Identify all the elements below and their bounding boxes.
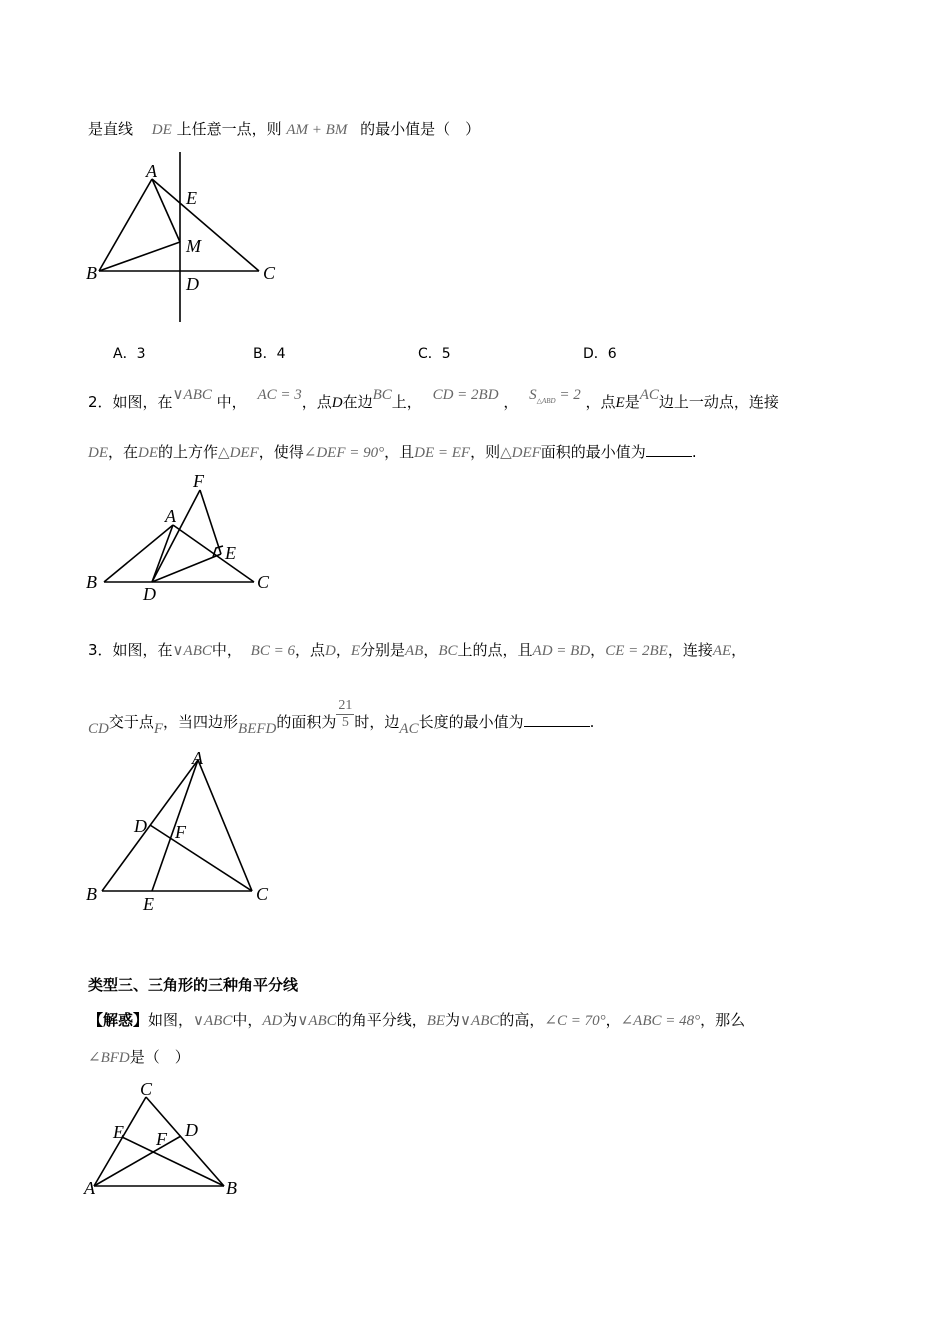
segment-ac: [198, 760, 252, 891]
label-c: C: [140, 1079, 153, 1099]
label-a: A: [84, 1178, 95, 1198]
q2-math: △DEF: [500, 445, 541, 461]
q2-text: 2．如图，在: [88, 393, 173, 411]
q3-math: ∨ABC: [172, 643, 212, 659]
q2-math: DE = EF: [414, 445, 471, 461]
q2-math: AC = 3: [257, 387, 302, 403]
q2-text: 是: [624, 393, 640, 411]
segment-ad: [94, 1136, 181, 1186]
q2-math: CD = 2BD: [432, 387, 499, 403]
q3-math: AB: [405, 643, 424, 659]
q2-text: ，点: [585, 393, 616, 411]
q3-math: F: [153, 721, 164, 737]
label-d: D: [185, 1120, 198, 1140]
q2-text: 在边: [342, 393, 373, 411]
q3-stem-line1: [88, 640, 746, 661]
q3-math: AE: [712, 643, 732, 659]
label-e: E: [186, 188, 197, 208]
section-math: ∨ABC: [297, 1013, 337, 1029]
q1-text: 的最小值是（ ）: [360, 120, 481, 138]
q3-text: 长度的最小值为: [418, 713, 524, 731]
q1-text: 是直线: [88, 120, 134, 138]
label-b: B: [86, 572, 97, 592]
label-b: B: [86, 263, 97, 283]
section-text: 中，: [232, 1011, 263, 1029]
q2-text: ，则: [470, 443, 501, 461]
q3-math: E: [350, 643, 360, 659]
q2-figure: [80, 468, 290, 608]
q3-text: ，: [335, 641, 351, 659]
section-stem-line1: [88, 1010, 745, 1031]
choice-c[interactable]: C．5: [418, 346, 451, 362]
q1-math-de: DE: [151, 122, 172, 138]
q3-figure: [80, 748, 290, 918]
q3-text: 交于点: [108, 713, 154, 731]
q2-math: E: [615, 395, 625, 411]
q2-math: ∨ABC: [172, 387, 212, 403]
section-stem-line2: [88, 1047, 190, 1068]
label-e: E: [143, 894, 154, 914]
q2-text: 边上一动点，连接: [658, 393, 779, 411]
label-f: F: [156, 1129, 167, 1149]
fraction-21-5: [336, 698, 354, 731]
segment-bm: [99, 242, 180, 271]
q2-text: 面积的最小值为: [540, 443, 646, 461]
section-figure: [80, 1075, 260, 1205]
q3-math: CE = 2BE: [605, 643, 668, 659]
section-text: 如图，: [148, 1011, 194, 1029]
q2-math: △ABD: [536, 397, 556, 405]
section-math: ∨ABC: [193, 1013, 233, 1029]
q1-text: 上任意一点，则: [176, 120, 282, 138]
label-c: C: [257, 572, 270, 592]
q1-figure: [80, 148, 290, 328]
label-b: B: [226, 1178, 237, 1198]
label-m: M: [186, 236, 201, 256]
section-math: ∠ABC = 48°: [620, 1013, 701, 1029]
segment-cd: [150, 825, 252, 891]
label-d: D: [186, 274, 199, 294]
label-c: C: [256, 884, 269, 904]
choice-a[interactable]: A．3: [113, 346, 146, 362]
q2-stem-line2: [88, 441, 697, 463]
q3-text: 中，: [211, 641, 242, 659]
q1-stem: [88, 119, 480, 140]
label-f: F: [175, 822, 186, 842]
q2-math: D: [331, 395, 343, 411]
q3-text: ，: [731, 641, 747, 659]
q3-math: BEFD: [238, 721, 277, 737]
q2-math: = 2: [559, 387, 581, 403]
q2-text: ，在: [108, 443, 139, 461]
q3-stem-line2: [88, 698, 595, 739]
q2-math: DE: [88, 445, 108, 461]
segment-am: [152, 179, 180, 242]
label-e: E: [225, 543, 236, 563]
q2-math: AC: [639, 387, 659, 403]
q3-math: BC = 6: [250, 643, 295, 659]
section-text: 的角平分线，: [336, 1011, 427, 1029]
segment-ab: [99, 179, 152, 271]
q3-text: .: [589, 713, 595, 731]
q3-text: ，: [590, 641, 606, 659]
q3-text: 3．如图，在: [88, 641, 173, 659]
q2-math: S: [529, 387, 537, 403]
q2-text: ，: [503, 393, 519, 411]
label-a: A: [192, 748, 203, 768]
choice-d[interactable]: D．6: [583, 346, 617, 362]
q3-text: 的面积为: [276, 713, 337, 731]
q2-text: ，且: [384, 443, 415, 461]
q3-text: ，: [423, 641, 439, 659]
q3-text: ，点: [294, 641, 325, 659]
label-b: B: [86, 884, 97, 904]
label-a: A: [165, 506, 176, 526]
section-tag: 【解惑】: [88, 1011, 149, 1029]
choice-b[interactable]: B．4: [253, 346, 286, 362]
q2-text: ，点: [301, 393, 332, 411]
q3-math: CD: [88, 721, 109, 737]
section-math: BE: [426, 1013, 446, 1029]
fraction-numerator: 21: [338, 698, 353, 713]
section-heading: 类型三、三角形的三种角平分线: [88, 976, 299, 994]
section-math: ∨ABC: [460, 1013, 500, 1029]
q3-text: ，当四边形: [163, 713, 239, 731]
q2-text: 中，: [216, 393, 247, 411]
q2-math: DE: [138, 445, 159, 461]
q2-math: ∠DEF = 90°: [303, 445, 385, 461]
label-d: D: [134, 816, 147, 836]
section-text: ，那么: [700, 1011, 746, 1029]
q3-math: BC: [438, 643, 458, 659]
section-text: ，: [605, 1011, 621, 1029]
q2-text: 的上方作: [158, 443, 219, 461]
segment-fe: [200, 490, 221, 554]
q2-math: BC: [372, 387, 392, 403]
label-d: D: [143, 584, 156, 604]
label-a: A: [146, 161, 157, 181]
fraction-denominator: 5: [341, 715, 349, 730]
answer-blank[interactable]: [524, 711, 590, 727]
section-text: 为: [282, 1011, 298, 1029]
segment-de: [152, 554, 221, 582]
q1-math-am-bm: AM + BM: [286, 122, 348, 138]
segment-ac: [152, 179, 259, 271]
q2-text: ，使得: [258, 443, 304, 461]
section-text: 为: [445, 1011, 461, 1029]
q3-text: ，连接: [667, 641, 713, 659]
q3-math: AD = BD: [532, 643, 591, 659]
label-e: E: [113, 1122, 124, 1142]
section-math: ∠BFD: [88, 1050, 130, 1066]
label-c: C: [263, 263, 276, 283]
q3-text: 分别是: [360, 641, 406, 659]
section-text: 的高，: [499, 1011, 545, 1029]
answer-blank[interactable]: [646, 441, 692, 457]
label-f: F: [193, 471, 204, 491]
q2-math: △DEF: [218, 445, 259, 461]
q3-math: D: [324, 643, 336, 659]
section-text: 是（ ）: [129, 1048, 190, 1066]
q2-text: .: [691, 443, 697, 461]
q2-stem-line1: [88, 387, 779, 419]
q3-math: AC: [399, 721, 419, 737]
q3-text: 时，边: [354, 713, 400, 731]
section-math: AD: [262, 1013, 283, 1029]
q2-text: 上，: [391, 393, 422, 411]
q3-text: 上的点，且: [457, 641, 533, 659]
section-math: ∠C = 70°: [544, 1013, 606, 1029]
